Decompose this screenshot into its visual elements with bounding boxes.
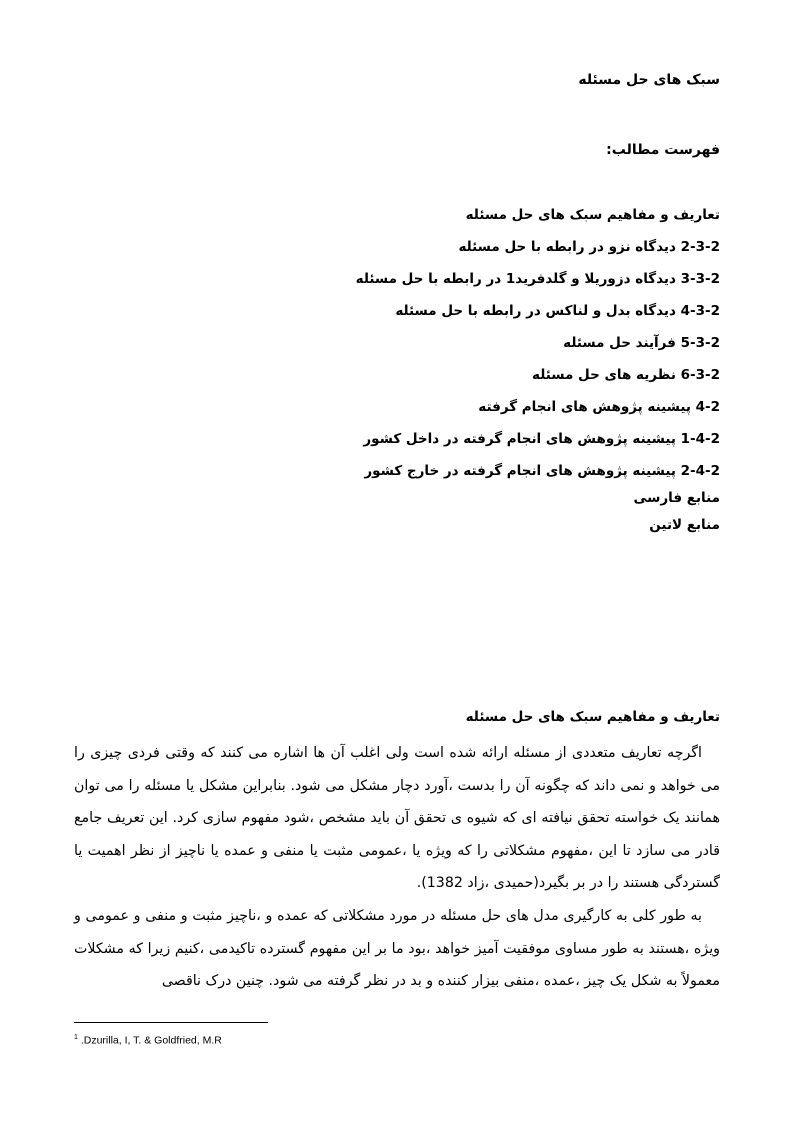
paragraph: اگرچه تعاریف متعددی از مسئله ارائه شده است ولی اغلب آن ها اشاره می کنند که وقتی فردی چیزی را می خواهد و نمی داند که چگونه آن را بدست ،آورد دچار مشکل می شود. بنابراین مشکل یا مسئله را می توان همانند یک خواسته تحقق نیافته ای که شیوه ی تحقق آن باید مشخص ،شود مفهوم سازی کرد. این تعریف جامع قادر می سازد تا این ،مفهوم مشکلاتی را که ویژه یا ،عمومی مثبت یا منفی و عمده یا ناچیز از نظر اهمیت یا گستردگی هستند را در بر بگیرد(حمیدی ،زاد 1382). (74, 745, 720, 892)
toc-item[interactable]: 2-4-2 پیشینه پژوهش های انجام گرفته در خارج کشور (364, 463, 720, 479)
toc-item[interactable]: تعاریف و مفاهیم سبک های حل مسئله (465, 207, 720, 223)
toc-item[interactable]: 6-3-2 نظریه های حل مسئله (532, 367, 720, 383)
table-of-contents (320, 203, 720, 540)
footnote-text: .Dzurilla, I, T. & Goldfried, M.R (77, 1034, 222, 1047)
footnote-number: 1 (74, 1034, 78, 1041)
toc-item[interactable]: 5-3-2 فرآیند حل مسئله (563, 335, 720, 351)
footnote-separator (74, 1022, 268, 1023)
body-text (74, 737, 720, 998)
paragraph: به طور کلی به کارگیری مدل های حل مسئله در مورد مشکلاتی که عمده و ،ناچیز مثبت و منفی و عمومی و ویژه ،هستند به طور مساوی موفقیت آمیز خواهد ،بود ما بر این مفهوم گسترده تاکیدمی ،کنیم زیرا که مشکلات معمولاً به شکل یک چیز ،عمده ،منفی بیزار کننده و بد در نظر گرفته می شود. چنین درک ناقصی (74, 907, 720, 990)
toc-item[interactable]: منابع فارسی (633, 490, 720, 506)
toc-item[interactable]: 4-3-2 دیدگاه بدل و لناکس در رابطه با حل مسئله (395, 303, 720, 319)
toc-item[interactable]: منابع لاتین (649, 517, 720, 533)
toc-item[interactable]: 1-4-2 پیشینه پژوهش های انجام گرفته در داخل کشور (363, 431, 720, 447)
toc-item[interactable]: 3-3-2 دیدگاه دزوریلا و گلدفرید1 در رابطه با حل مسئله (355, 271, 720, 287)
toc-item[interactable]: 4-2 پیشینه پژوهش های انجام گرفته (478, 399, 720, 415)
toc-item[interactable]: 2-3-2 دیدگاه نزو در رابطه با حل مسئله (458, 239, 720, 255)
footnote (74, 1034, 222, 1047)
section-heading: تعاریف و مفاهیم سبک های حل مسئله (465, 709, 720, 725)
document-title: سبک های حل مسئله (578, 72, 720, 88)
toc-heading: فهرست مطالب: (606, 142, 720, 158)
